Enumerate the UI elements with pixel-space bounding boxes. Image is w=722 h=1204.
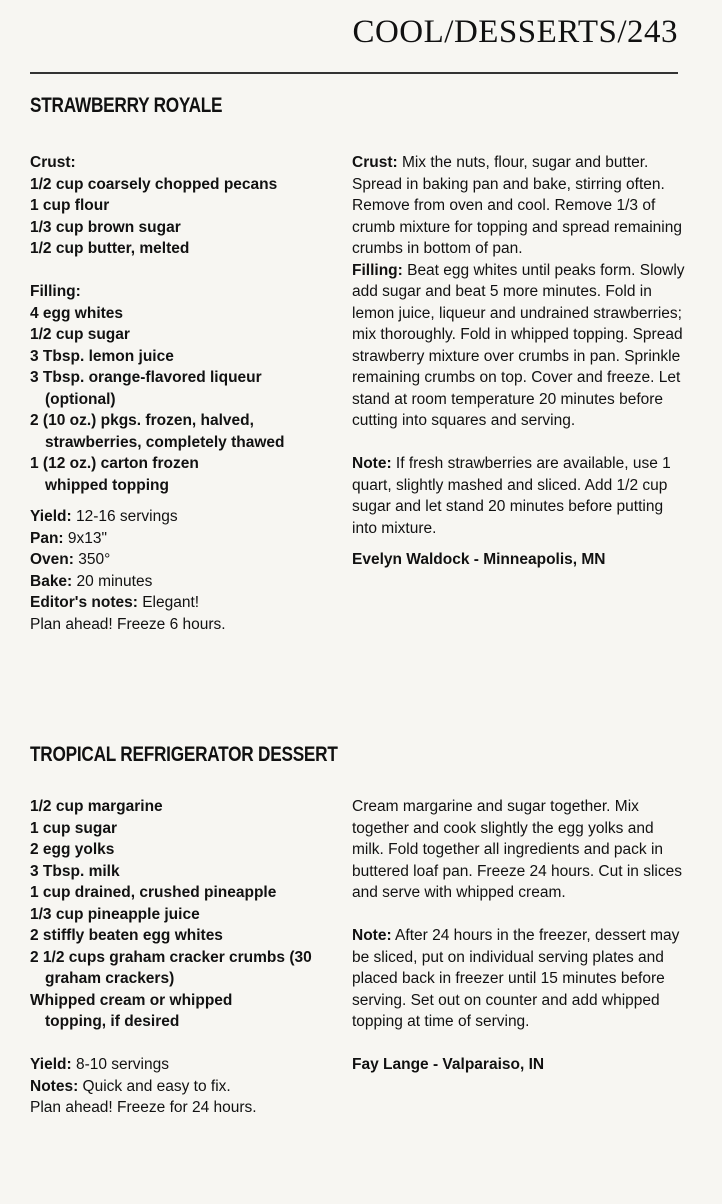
notes-line [30,1076,340,1098]
running-head: COOL/DESSERTS/243 [352,14,678,50]
bake-line [30,571,340,593]
recipe2-note [352,925,688,1033]
filling-directions-label: Filling: [352,261,403,279]
recipe1-note-text: If fresh strawberries are available, use 1 quart, slightly mashed and sliced. Add 1/2 cup sugar and let stand 20 minutes before putting into mixture. [352,455,671,537]
filling-directions-text: Beat egg whites until peaks form. Slowly add sugar and beat 5 more minutes. Fold in lemon juice, liqueur and undrained strawberries; mix thoroughly. Fold in whipped topping. Spread strawberry mixture over crumbs in pan. Sprinkle remaining crumbs on top. Cover and freeze. Let stand at room temperature 20 minutes before cutting into squares and serving. [352,261,685,429]
crust-heading: Crust: [30,154,76,171]
ingredient-line: 3 Tbsp. milk [30,862,120,880]
filling-directions [352,260,688,432]
ingredient-line: 1 cup drained, crushed pineapple [30,884,277,901]
ingredient-line: Whipped cream or whipped topping, if desired [30,991,233,1030]
ingredient-line: 1/3 cup brown sugar [30,218,181,236]
recipe2-directions: Cream margarine and sugar together. Mix together and cook slightly the egg yolks and milk. Fold together all ingredients and pack in buttered loaf pan. Freeze 24 hours. Cut in slices and serve with whipped cream. [352,798,682,901]
editors-notes-line-2: Plan ahead! Freeze 6 hours. [30,615,226,633]
yield-label: Yield: [30,1056,72,1073]
header-rule [30,72,678,74]
ingredient-line: 1 cup flour [30,197,110,214]
notes-line-2: Plan ahead! Freeze for 24 hours. [30,1099,257,1116]
ingredient-line: 2 (10 oz.) pkgs. frozen, halved, strawberries, completely thawed [30,412,285,451]
yield-value: 8-10 servings [71,1056,169,1073]
recipe2-note-text: After 24 hours in the freezer, dessert may be sliced, put on individual serving plates and placed back in freezer until 15 minutes before serving. Set out on counter and add whipped topping at time of serving. [352,927,680,1030]
recipe1-note-label: Note: [352,455,392,472]
ingredient-line: 2 1/2 cups graham cracker crumbs (30 graham crackers) [30,948,312,987]
ingredient-line: 1/2 cup margarine [30,798,163,815]
bake-label: Bake: [30,572,73,590]
editors-notes-label: Editor's notes: [30,594,138,611]
ingredient-line: 1 (12 oz.) carton frozen whipped topping [30,455,199,494]
recipe2-ingredients-column [30,796,340,1119]
ingredient-line: 1 cup sugar [30,819,117,837]
ingredient-line: 1/3 cup pineapple juice [30,905,200,923]
crust-directions [352,152,688,260]
editors-notes-value: Elegant! [137,594,200,611]
ingredient-line: 1/2 cup butter, melted [30,240,190,257]
ingredient-line: 3 Tbsp. orange-flavored liqueur (optional) [30,369,262,408]
recipe1-ingredients-column [30,152,340,635]
notes-value: Quick and easy to fix. [78,1077,231,1095]
recipe2-note-label: Note: [352,927,392,944]
recipe-title-strawberry-royale: STRAWBERRY ROYALE [30,94,223,117]
notes-label: Notes: [30,1077,79,1095]
yield-line [30,1054,340,1076]
ingredient-line: 1/2 cup sugar [30,326,130,343]
oven-value: 350° [73,551,111,568]
recipe2-credit: Fay Lange - Valparaiso, IN [352,1056,545,1073]
yield-label: Yield: [30,508,72,525]
ingredient-line: 3 Tbsp. lemon juice [30,347,174,365]
recipe1-credit: Evelyn Waldock - Minneapolis, MN [352,551,606,568]
recipe2-directions-column [352,796,688,1076]
pan-label: Pan: [30,529,64,547]
pan-value: 9x13" [63,529,108,547]
yield-value: 12-16 servings [71,508,178,525]
pan-line [30,528,340,550]
bake-value: 20 minutes [72,572,153,590]
ingredient-line: 2 egg yolks [30,841,115,858]
oven-label: Oven: [30,551,74,568]
recipe-title-tropical-refrigerator-dessert: TROPICAL REFRIGERATOR DESSERT [30,743,338,766]
yield-line [30,506,340,528]
oven-line [30,549,340,571]
crust-directions-label: Crust: [352,154,398,171]
filling-heading: Filling: [30,283,81,300]
crust-directions-text: Mix the nuts, flour, sugar and butter. Spread in baking pan and bake, stirring often. Remove from oven and cool. Remove 1/3 of crumb mixture for topping and spread remaining crumbs in bottom of pan. [352,154,682,257]
recipe1-directions-column [352,152,688,571]
editors-notes-line [30,592,340,614]
recipe1-note [352,453,688,539]
ingredient-line: 2 stiffly beaten egg whites [30,927,223,944]
ingredient-line: 4 egg whites [30,304,124,322]
ingredient-line: 1/2 cup coarsely chopped pecans [30,175,278,193]
